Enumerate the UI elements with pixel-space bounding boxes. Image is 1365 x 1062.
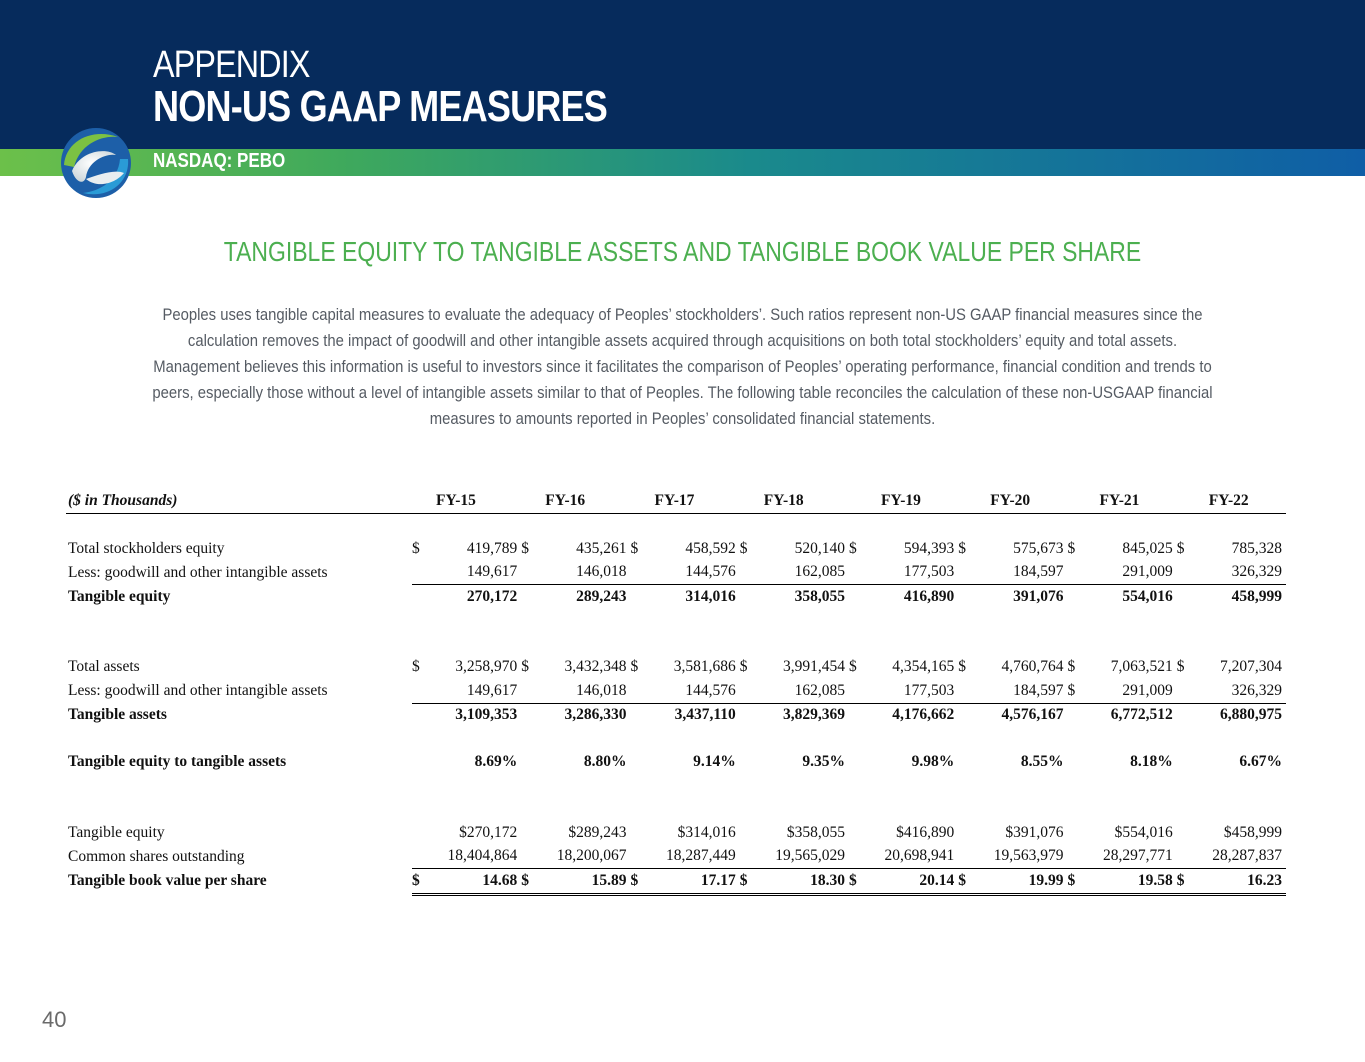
cell-value: 18,287,449 (645, 845, 740, 869)
currency-symbol: $ (1176, 658, 1185, 676)
currency-symbol: $ (412, 869, 426, 895)
cell-value: 270,172 (466, 587, 518, 605)
currency-symbol (849, 751, 863, 775)
cell-value: 3,432,348 (564, 658, 627, 676)
cell-value: 4,354,165 (892, 658, 955, 676)
cell-value: 6.67% (1239, 753, 1282, 771)
cell-value: 8.18% (1130, 753, 1173, 771)
row-label: Tangible equity (68, 587, 171, 605)
row-label: Total assets (68, 658, 140, 676)
table-row (66, 751, 1286, 775)
currency-symbol (1068, 821, 1082, 845)
cell-value: 9.14% (693, 753, 736, 771)
currency-symbol (521, 845, 535, 869)
currency-symbol (958, 679, 972, 703)
cell-value: 594,393 (903, 539, 955, 557)
currency-symbol (412, 845, 426, 869)
cell-value: 19,563,979 (972, 845, 1067, 869)
currency-symbol (521, 679, 535, 703)
currency-symbol (849, 703, 863, 727)
cell-value: 19,565,029 (754, 845, 849, 869)
cell-value: 291,009 (1082, 561, 1177, 585)
table-row (66, 537, 1286, 561)
table-row (66, 845, 1286, 869)
row-label: Tangible assets (68, 706, 167, 723)
currency-symbol (849, 679, 863, 703)
currency-symbol (631, 585, 645, 609)
peoples-logo-icon (58, 125, 136, 200)
cell-value: 419,789 (466, 539, 518, 557)
currency-symbol (631, 703, 645, 727)
currency-symbol (958, 561, 972, 585)
cell-value: 7,063,521 (1110, 658, 1173, 676)
cell-value: 291,009 (1082, 679, 1177, 703)
cell-value: 177,503 (863, 561, 958, 585)
cell-value: $270,172 (459, 823, 518, 841)
table-header-row (66, 489, 1286, 513)
table-row (66, 703, 1286, 727)
cell-value: 184,597 (972, 679, 1067, 703)
cell-value: 3,829,369 (783, 706, 845, 724)
currency-symbol (740, 821, 754, 845)
cell-value: $391,076 (1005, 823, 1064, 841)
cell-value: 28,297,771 (1082, 845, 1177, 869)
currency-symbol (631, 751, 645, 775)
cell-value: 4,576,167 (1001, 706, 1064, 724)
appendix-label: APPENDIX (153, 44, 310, 86)
cell-value: 326,329 (1191, 679, 1286, 703)
table-row (66, 821, 1286, 845)
currency-symbol (521, 821, 535, 845)
currency-symbol: $ (739, 539, 748, 557)
currency-symbol (849, 821, 863, 845)
cell-value: 575,673 (1013, 539, 1064, 557)
unit-label: ($ in Thousands) (66, 489, 412, 513)
cell-value: $289,243 (568, 823, 627, 841)
cell-value: 458,592 (685, 539, 736, 557)
currency-symbol (521, 703, 535, 727)
currency-symbol (631, 821, 645, 845)
currency-symbol: $ (958, 539, 966, 557)
cell-value: 7,207,304 (1220, 658, 1282, 676)
column-header: FY-19 (863, 489, 958, 513)
cell-value: 20.14 (863, 869, 958, 895)
currency-symbol: $ (1177, 869, 1191, 895)
currency-symbol (412, 585, 426, 609)
cell-value: 146,018 (535, 679, 630, 703)
currency-symbol (1177, 703, 1191, 727)
currency-symbol (1068, 561, 1082, 585)
cell-value: 8.69% (474, 753, 518, 771)
column-header: FY-22 (1191, 489, 1286, 513)
currency-symbol (740, 679, 754, 703)
cell-value: 358,055 (794, 587, 845, 605)
currency-symbol: $ (521, 658, 529, 676)
cell-value: 9.35% (802, 753, 845, 771)
cell-value: 3,581,686 (673, 658, 736, 676)
cell-value: 458,999 (1231, 587, 1282, 605)
cell-value: 6,772,512 (1110, 706, 1173, 724)
column-header: FY-16 (535, 489, 630, 513)
cell-value: 785,328 (1231, 539, 1282, 557)
cell-value: 18,200,067 (535, 845, 630, 869)
column-header: FY-20 (972, 489, 1067, 513)
currency-symbol (740, 751, 754, 775)
cell-value: 391,076 (1013, 587, 1064, 605)
currency-symbol (521, 585, 535, 609)
cell-value: 8.80% (583, 753, 627, 771)
currency-symbol (1068, 845, 1082, 869)
table-row (66, 585, 1286, 609)
currency-symbol (1068, 585, 1082, 609)
currency-symbol: $ (521, 539, 529, 557)
currency-symbol: $ (740, 869, 754, 895)
cell-value: 314,016 (685, 587, 736, 605)
cell-value: 19.58 (1082, 869, 1177, 895)
cell-value: 144,576 (645, 679, 740, 703)
row-label: Common shares outstanding (68, 847, 245, 865)
cell-value: 416,890 (903, 587, 955, 605)
currency-symbol (958, 585, 972, 609)
cell-value: 149,617 (426, 561, 521, 585)
currency-symbol (631, 679, 645, 703)
page-title: NON-US GAAP MEASURES (153, 82, 608, 131)
currency-symbol: $ (1068, 679, 1082, 703)
currency-symbol: $ (631, 869, 645, 895)
currency-symbol (631, 561, 645, 585)
currency-symbol (958, 845, 972, 869)
currency-symbol: $ (1176, 539, 1185, 557)
row-label: Tangible equity to tangible assets (68, 753, 287, 771)
currency-symbol (412, 751, 426, 775)
table-row (66, 679, 1286, 703)
currency-symbol (521, 751, 535, 775)
currency-symbol: $ (1068, 869, 1082, 895)
currency-symbol: $ (412, 658, 420, 676)
cell-value: 3,437,110 (674, 706, 736, 724)
currency-symbol (1068, 751, 1082, 775)
cell-value: 8.55% (1020, 753, 1064, 771)
cell-value: 326,329 (1191, 561, 1286, 585)
currency-symbol: $ (958, 658, 966, 676)
currency-symbol (740, 585, 754, 609)
currency-symbol (412, 561, 426, 585)
currency-symbol: $ (521, 869, 535, 895)
cell-value: 28,287,837 (1191, 845, 1286, 869)
row-label: Tangible book value per share (68, 872, 267, 890)
cell-value: 17.17 (645, 869, 740, 895)
currency-symbol (849, 585, 863, 609)
currency-symbol: $ (1067, 539, 1076, 557)
intro-paragraph: Peoples uses tangible capital measures to evaluate the adequacy of Peoples’ stockholders’. Such ratios represent non-US GAAP financial measures since the calculation removes the impact of goodwill and other intangible assets acquired through acquisitions on both total stockholders’ equity and total assets. Management believes this information is useful to investors since it facilitates the comparison of Peoples’ operating performance, financial condition and trends to peers, especially those without a level of intangible assets similar to that of Peoples. The following table reconciles the calculation of these non-USGAAP financial measures to amounts reported in Peoples’ consolidated financial statements. (152, 306, 1213, 428)
cell-value: 3,109,353 (455, 706, 518, 724)
cell-value: 20,698,941 (863, 845, 958, 869)
cell-value: $416,890 (896, 823, 955, 841)
cell-value: 3,258,970 (455, 658, 518, 676)
currency-symbol (849, 845, 863, 869)
currency-symbol: $ (1067, 658, 1076, 676)
row-label: Less: goodwill and other intangible assets (68, 682, 328, 699)
cell-value: 149,617 (426, 679, 521, 703)
currency-symbol (412, 821, 426, 845)
currency-symbol (412, 679, 426, 703)
cell-value: 4,176,662 (892, 706, 955, 724)
cell-value: 14.68 (426, 869, 521, 895)
row-label: Total stockholders equity (68, 539, 225, 557)
cell-value: $458,999 (1223, 823, 1282, 841)
currency-symbol: $ (849, 539, 857, 557)
currency-symbol: $ (630, 658, 639, 676)
currency-symbol (740, 703, 754, 727)
currency-symbol (740, 845, 754, 869)
currency-symbol: $ (739, 658, 748, 676)
currency-symbol (1177, 561, 1191, 585)
cell-value: 520,140 (794, 539, 845, 557)
cell-value: 3,286,330 (564, 706, 627, 724)
cell-value: 16.23 (1191, 869, 1286, 895)
currency-symbol (958, 751, 972, 775)
currency-symbol (1177, 585, 1191, 609)
cell-value: 3,991,454 (783, 658, 845, 676)
cell-value: 289,243 (576, 587, 627, 605)
currency-symbol (958, 703, 972, 727)
table-row (66, 869, 1286, 895)
section-title: TANGIBLE EQUITY TO TANGIBLE ASSETS AND TANGIBLE BOOK VALUE PER SHARE (223, 236, 1142, 267)
cell-value: 19.99 (972, 869, 1067, 895)
cell-value: 162,085 (754, 561, 849, 585)
cell-value: 18,404,864 (426, 845, 521, 869)
currency-symbol: $ (412, 539, 420, 557)
column-header: FY-21 (1082, 489, 1177, 513)
cell-value: 162,085 (754, 679, 849, 703)
cell-value: 177,503 (863, 679, 958, 703)
currency-symbol (849, 561, 863, 585)
currency-symbol (740, 561, 754, 585)
cell-value: $358,055 (786, 823, 845, 841)
currency-symbol (1177, 821, 1191, 845)
financial-table (66, 489, 1286, 896)
currency-symbol: $ (958, 869, 972, 895)
currency-symbol: $ (849, 869, 863, 895)
cell-value: 144,576 (645, 561, 740, 585)
currency-symbol (958, 821, 972, 845)
cell-value: 6,880,975 (1220, 706, 1282, 724)
page-number: 40 (42, 1007, 67, 1032)
cell-value: 845,025 (1122, 539, 1173, 557)
table-row (66, 656, 1286, 680)
currency-symbol (1177, 845, 1191, 869)
column-header: FY-17 (645, 489, 740, 513)
row-label: Less: goodwill and other intangible assets (68, 563, 328, 581)
cell-value: 4,760,764 (1001, 658, 1064, 676)
table-row (66, 561, 1286, 585)
cell-value: 146,018 (535, 561, 630, 585)
currency-symbol (521, 561, 535, 585)
currency-symbol (1177, 679, 1191, 703)
currency-symbol (1068, 703, 1082, 727)
cell-value: $314,016 (677, 823, 736, 841)
cell-value: 554,016 (1122, 587, 1173, 605)
currency-symbol (1177, 751, 1191, 775)
cell-value: $554,016 (1114, 823, 1173, 841)
cell-value: 184,597 (972, 561, 1067, 585)
currency-symbol: $ (849, 658, 857, 676)
cell-value: 435,261 (576, 539, 627, 557)
ticker-label: NASDAQ: PEBO (153, 150, 286, 172)
cell-value: 9.98% (911, 753, 955, 771)
row-label: Tangible equity (68, 823, 165, 841)
column-header: FY-18 (754, 489, 849, 513)
currency-symbol (631, 845, 645, 869)
currency-symbol: $ (630, 539, 639, 557)
cell-value: 15.89 (535, 869, 630, 895)
column-header: FY-15 (426, 489, 521, 513)
currency-symbol (412, 703, 426, 727)
cell-value: 18.30 (754, 869, 849, 895)
